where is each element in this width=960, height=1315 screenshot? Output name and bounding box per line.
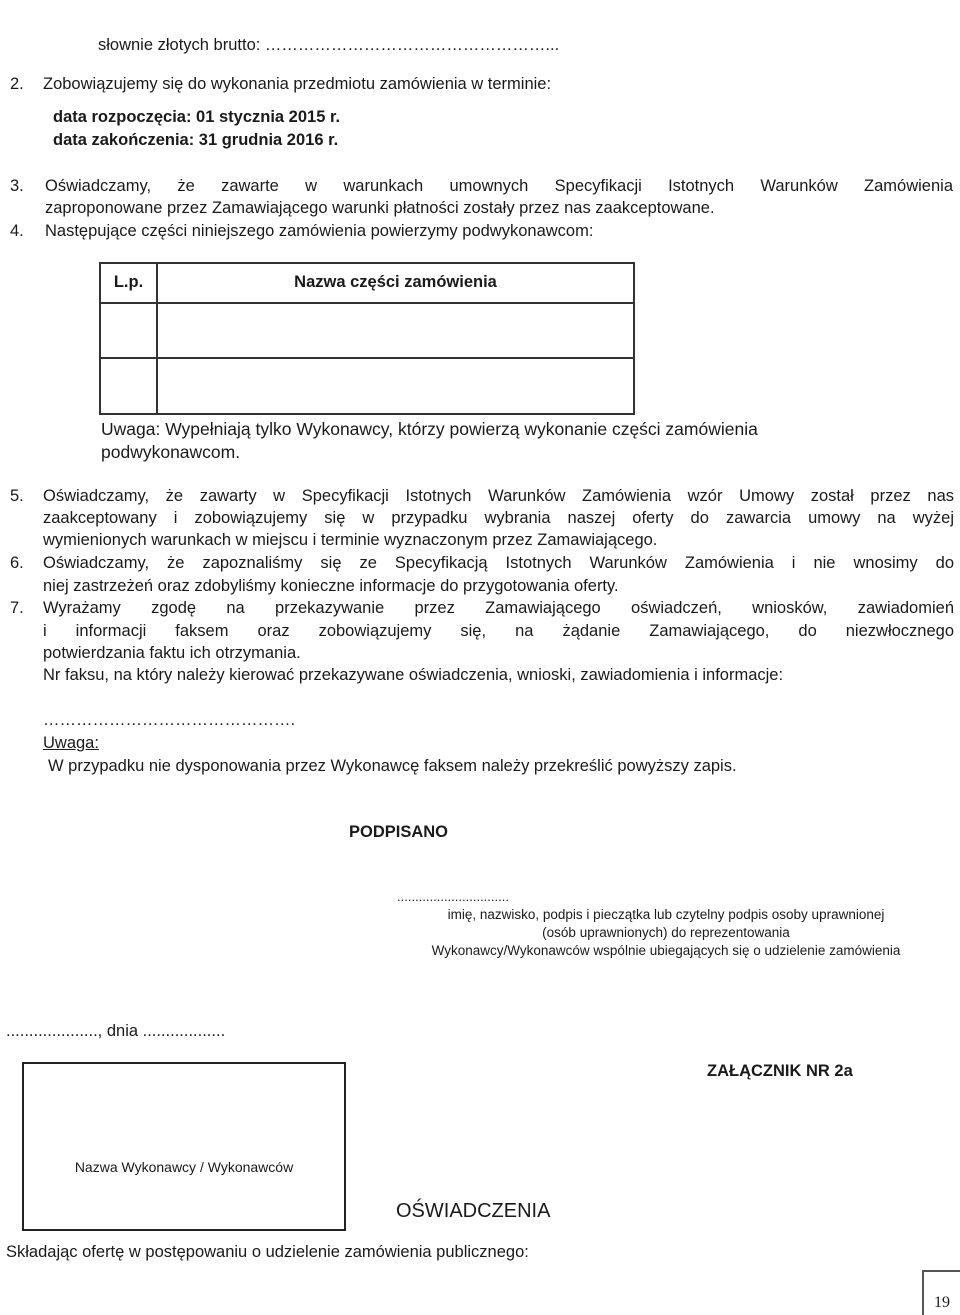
item-3-line1: Oświadczamy, że zawarte w warunkach umownych Specyfikacji Istotnych Warunków Zamówienia	[45, 177, 953, 195]
item-7-fax-prompt: Nr faksu, na który należy kierować przekazywane oświadczenia, wnioski, zawiadomienia i informacje:	[43, 666, 784, 684]
item-4-note-line1: Uwaga: Wypełniają tylko Wykonawcy, którzy powierzą wykonanie części zamówienia	[101, 419, 758, 439]
signature-caption-1: imię, nazwisko, podpis i pieczątka lub czytelny podpis osoby uprawnionej	[447, 907, 885, 922]
item-5-line1: Oświadczamy, że zawarty w Specyfikacji Istotnych Warunków Zamówienia wzór Umowy został przez nas	[43, 487, 954, 505]
item-7-line3: potwierdzania faktu ich otrzymania.	[43, 644, 301, 662]
item-7-line1: Wyrażamy zgodę na przekazywanie przez Zamawiającego oświadczeń, wniosków, zawiadomień	[43, 599, 954, 617]
item-6-number: 6.	[10, 554, 24, 572]
contractor-stamp-box	[22, 1062, 346, 1231]
signature-caption-3: Wykonawcy/Wykonawców wspólnie ubiegających się o udzielenie zamówienia	[431, 943, 901, 958]
item-5-line2: zaakceptowany i zobowiązujemy się w przypadku wybrania naszej oferty do zawarcia umowy na wyżej	[43, 509, 954, 527]
item-5-line3: wymienionych warunkach w miejscu i terminie wyznaczonym przez Zamawiającego.	[43, 531, 658, 549]
item-4-note-line2: podwykonawcom.	[101, 442, 241, 462]
start-date: data rozpoczęcia: 01 stycznia 2015 r.	[53, 108, 341, 126]
statements-title: OŚWIADCZENIA	[396, 1200, 551, 1222]
fax-number-dots[interactable]: ……………………………………….	[43, 711, 296, 729]
subcontract-table	[99, 262, 635, 415]
signature-dots: ...............................	[397, 889, 509, 904]
item-6-line2: niej zastrzeżeń oraz zdobyliśmy konieczne informacje do przygotowania oferty.	[43, 577, 619, 595]
table-header-lp	[100, 263, 157, 303]
table-cell-lp-1[interactable]	[100, 303, 157, 358]
table-cell-name-2[interactable]	[157, 358, 634, 414]
table-header-name-label: Nazwa części zamówienia	[294, 273, 497, 292]
item-3-line2: zaproponowane przez Zamawiającego warunki płatności zostały przez nas zaakceptowane.	[45, 199, 715, 217]
item-7-line2: i informacji faksem oraz zobowiązujemy się, na żądanie Zamawiającego, do niezwłocznego	[43, 622, 954, 640]
place-date-line: ...................., dnia ..................	[6, 1022, 226, 1040]
table-cell-name-1[interactable]	[157, 303, 634, 358]
intro-text: Składając ofertę w postępowaniu o udzielenie zamówienia publicznego:	[6, 1243, 529, 1261]
attachment-number: ZAŁĄCZNIK NR 2a	[707, 1062, 853, 1080]
item-2-number: 2.	[10, 75, 24, 93]
item-6-line1: Oświadczamy, że zapoznaliśmy się ze Specyfikacją Istotnych Warunków Zamówienia i nie wnosimy do	[43, 554, 954, 572]
signature-caption-2: (osób uprawnionych) do reprezentowania	[542, 925, 790, 940]
item-2-text: Zobowiązujemy się do wykonania przedmiotu zamówienia w terminie:	[43, 75, 552, 93]
words-gross-line: słownie złotych brutto: ……………………………………………...	[98, 36, 560, 54]
item-7-number: 7.	[10, 599, 24, 617]
signed-heading: PODPISANO	[349, 823, 449, 841]
table-header-name	[157, 263, 634, 303]
item-4-number: 4.	[10, 222, 24, 240]
fax-warning-text: W przypadku nie dysponowania przez Wykonawcę faksem należy przekreślić powyższy zapis.	[48, 757, 737, 775]
table-cell-lp-2[interactable]	[100, 358, 157, 414]
page-number: 19	[934, 1294, 950, 1311]
end-date: data zakończenia: 31 grudnia 2016 r.	[53, 131, 339, 149]
contractor-box-label: Nazwa Wykonawcy / Wykonawców	[74, 1159, 294, 1175]
fax-warning-label: Uwaga:	[43, 734, 99, 752]
item-5-number: 5.	[10, 487, 24, 505]
item-3-number: 3.	[10, 177, 24, 195]
item-4-text: Następujące części niniejszego zamówienia powierzymy podwykonawcom:	[45, 222, 594, 240]
table-header-lp-label: L.p.	[113, 273, 144, 292]
